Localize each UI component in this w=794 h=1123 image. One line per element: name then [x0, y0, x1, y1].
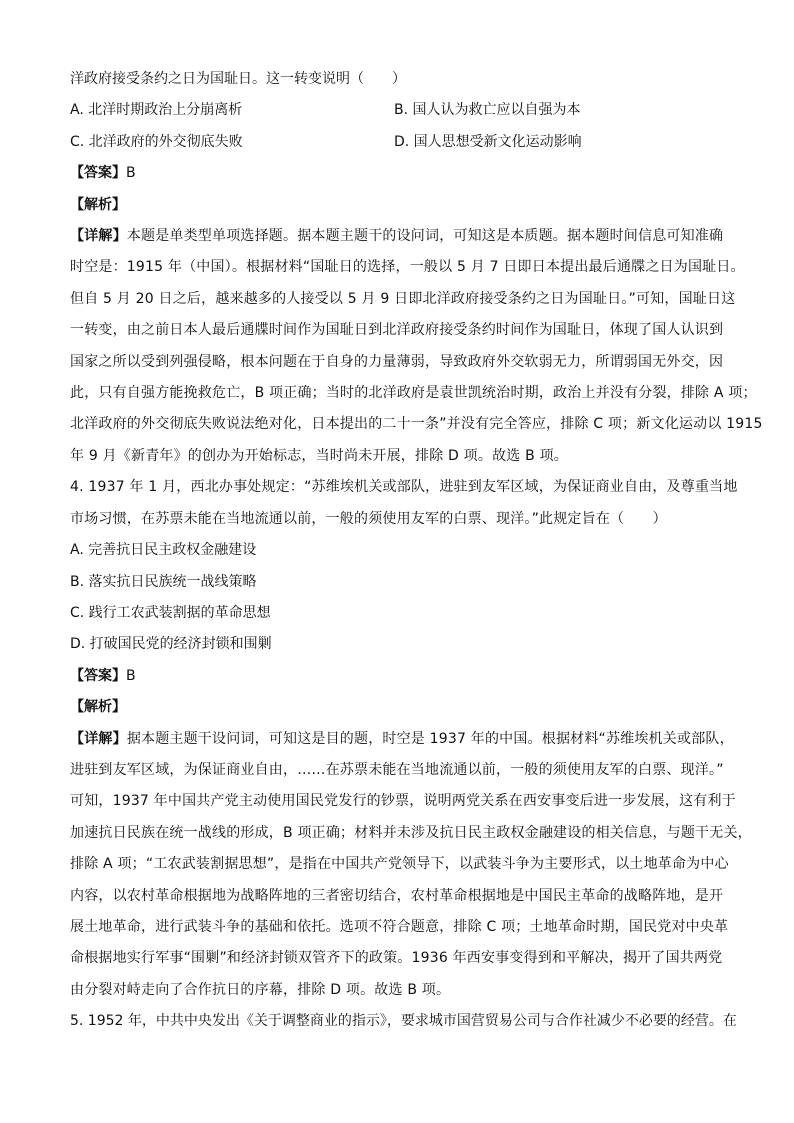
question-4-detail — [70, 724, 752, 1007]
question-3-stem-tail: 洋政府接受条约之日为国耻日。这一转变说明（ ） — [70, 71, 406, 87]
question-5-stem: 5. 1952 年，中共中央发出《关于调整商业的指示》，要求城市国营贸易公司与合作社减少不必要的经营。在 — [70, 1013, 737, 1030]
detail-tag: 【详解】 — [70, 228, 127, 245]
option-d: D. 打破国民党的经济封锁和围剿 — [70, 636, 272, 653]
detail-line: 进驻到友军区域，为保证商业自由，……在苏票未能在当地流通以前，一般的须使用友军的白票、现洋。” — [70, 761, 724, 778]
option-c: C. 北洋政府的外交彻底失败 — [70, 133, 243, 150]
option-a: A. 北洋时期政治上分崩离析 — [70, 102, 243, 119]
detail-line: 可知，1937 年中国共产党主动使用国民党发行的钞票，说明两党关系在西安事变后进一步发展，这有利于 — [70, 793, 736, 810]
detail-line: 内容，以农村革命根据地为战略阵地的三者密切结合，农村革命根据地是中国民主革命的战略阵地，是开 — [70, 887, 724, 904]
detail-line: 此，只有自强方能挽救危亡，B 项正确；当时的北洋政府是袁世凯统治时期，政治上并没有分裂，排除 A 项； — [70, 385, 757, 402]
option-b: B. 国人认为救亡应以自强为本 — [394, 102, 581, 119]
answer-tag: 【答案】 — [70, 165, 126, 182]
detail-line: 【详解】本题是单类型单项选择题。据本题主题干的设问词，可知这是本质题。据本题时间信息可知准确 — [70, 228, 724, 245]
answer-value: B — [126, 165, 136, 182]
question-3-options-row-1 — [70, 95, 734, 126]
option-d: D. 国人思想受新文化运动影响 — [394, 133, 582, 150]
detail-line: 年 9 月《新青年》的创办为开始标志，当时尚未开展，排除 D 项。故选 B 项。 — [70, 447, 568, 464]
option-b: B. 落实抗日民族统一战线策略 — [70, 573, 257, 590]
stem-line: 市场习惯，在苏票未能在当地流通以前，一般的须使用友军的白票、现洋。”此规定旨在（ ） — [70, 510, 667, 527]
analysis-tag: 【解析】 — [70, 699, 126, 716]
detail-line: 命根据地实行军事“围剿”和经济封锁双管齐下的政策。1936 年西安事变得到和平解决，揭开了国共两党 — [70, 950, 723, 967]
detail-line: 由分裂对峙走向了合作抗日的序幕，排除 D 项。故选 B 项。 — [70, 981, 451, 998]
detail-line: 【详解】据本题主题干设问词，可知这是目的题，时空是 1937 年的中国。根据材料“苏维埃机关或部队， — [70, 730, 734, 747]
answer-value: B — [126, 667, 136, 684]
detail-line: 时空是：1915 年（中国）。根据材料“国耻日的选择，一般以 5 月 7 日即日本提出最后通牒之日为国耻日。 — [70, 259, 745, 276]
detail-line: 但自 5 月 20 日之后，越来越多的人接受以 5 月 9 日即北洋政府接受条约之日为国耻日。”可知，国耻日这 — [70, 290, 736, 307]
detail-line: 北洋政府的外交彻底失败说法绝对化，日本提出的二十一条”并没有完全答应，排除 C 项；新文化运动以 1915 — [70, 416, 763, 433]
question-3-detail — [70, 221, 763, 472]
detail-tag: 【详解】 — [70, 730, 127, 747]
detail-line: 排除 A 项；“工农武装割据思想”，是指在中国共产党领导下，以武装斗争为主要形式，以土地革命为中心 — [70, 856, 729, 873]
detail-line: 展土地革命，进行武装斗争的基础和依托。选项不符合题意，排除 C 项；土地革命时期，国民党对中央革 — [70, 918, 729, 935]
analysis-tag: 【解析】 — [70, 196, 126, 213]
stem-line: 4. 1937 年 1 月，西北办事处规定：“苏维埃机关或部队，进驻到友军区域，为保证商业自由，及尊重当地 — [70, 479, 738, 496]
option-c: C. 践行工农武装割据的革命思想 — [70, 604, 271, 621]
question-3-answer — [70, 158, 734, 189]
detail-line: 一转变，由之前日本人最后通牒时间作为国耻日到北洋政府接受条约时间作为国耻日，体现了国人认识到 — [70, 322, 724, 339]
question-4-stem — [70, 472, 738, 535]
question-4-analysis-heading — [70, 692, 734, 723]
question-3-options-row-2 — [70, 127, 734, 158]
question-3-analysis-heading — [70, 190, 734, 221]
detail-line: 加速抗日民族在统一战线的形成，B 项正确；材料并未涉及抗日民主政权金融建设的相关信息，与题干无关， — [70, 824, 752, 841]
question-4-answer — [70, 661, 734, 692]
option-a: A. 完善抗日民主政权金融建设 — [70, 542, 257, 559]
detail-line: 国家之所以受到列强侵略，根本问题在于自身的力量薄弱，导致政府外交软弱无力，所谓弱国无外交，因 — [70, 353, 724, 370]
answer-tag: 【答案】 — [70, 667, 126, 684]
